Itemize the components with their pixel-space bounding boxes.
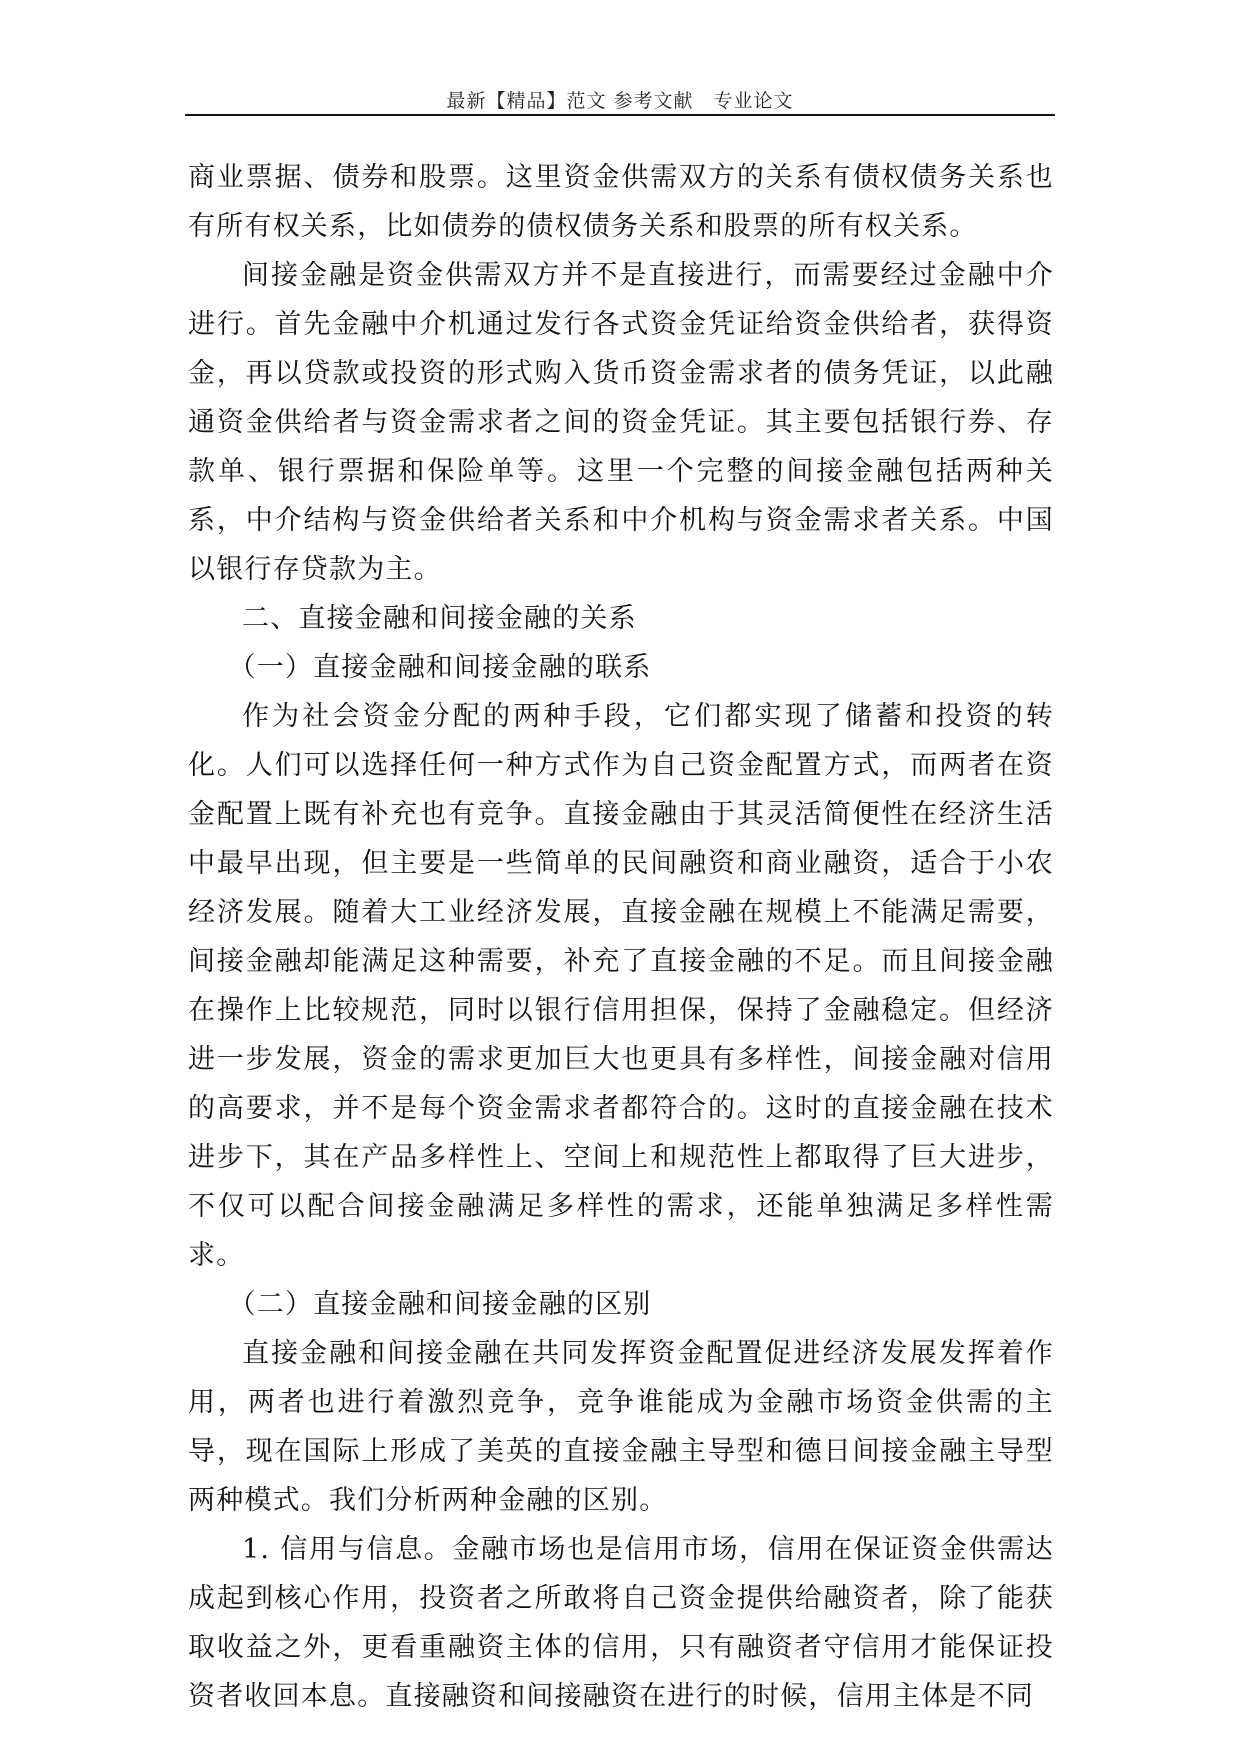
paragraph-credit-and-information: 1. 信用与信息。金融市场也是信用市场，信用在保证资金供需达成起到核心作用，投资者之所敢将自己资金提供给融资者，除了能获取收益之外，更看重融资主体的信用，只有融资者守信用才能保证投资者收回本息。直接融资和间接融资在进行的时候，信用主体是不同 xyxy=(188,1534,1054,1712)
document-body xyxy=(188,153,1054,1721)
paragraph-bond-stock-relations: 商业票据、债券和股票。这里资金供需双方的关系有债权债务关系也有所有权关系，比如债券的债权债务关系和股票的所有权关系。 xyxy=(188,162,1054,242)
paragraph-connection: 作为社会资金分配的两种手段，它们都实现了储蓄和投资的转化。人们可以选择任何一种方式作为自己资金配置方式，而两者在资金配置上既有补充也有竞争。直接金融由于其灵活简便性在经济生活中最早出现，但主要是一些简单的民间融资和商业融资，适合于小农经济发展。随着大工业经济发展，直接金融在规模上不能满足需要，间接金融却能满足这种需要，补充了直接金融的不足。而且间接金融在操作上比较规范，同时以银行信用担保，保持了金融稳定。但经济进一步发展，资金的需求更加巨大也更具有多样性，间接金融对信用的高要求，并不是每个资金需求者都符合的。这时的直接金融在技术进步下，其在产品多样性上、空间上和规范性上都取得了巨大进步，不仅可以配合间接金融满足多样性的需求，还能单独满足多样性需求。 xyxy=(188,701,1054,1271)
header-divider xyxy=(185,114,1055,116)
subsection-heading-connection: （一）直接金融和间接金融的联系 xyxy=(228,652,652,683)
paragraph-indirect-finance-definition: 间接金融是资金供需双方并不是直接进行，而需要经过金融中介进行。首先金融中介机通过发行各式资金凭证给资金供给者，获得资金，再以贷款或投资的形式购入货币资金需求者的债务凭证，以此融通资金供给者与资金需求者之间的资金凭证。其主要包括银行券、存款单、银行票据和保险单等。这里一个完整的间接金融包括两种关系，中介结构与资金供给者关系和中介机构与资金需求者关系。中国以银行存贷款为主。 xyxy=(188,260,1054,585)
subsection-heading-difference: （二）直接金融和间接金融的区别 xyxy=(228,1289,652,1320)
paragraph-difference-intro: 直接金融和间接金融在共同发挥资金配置促进经济发展发挥着作用，两者也进行着激烈竞争，竞争谁能成为金融市场资金供需的主导，现在国际上形成了美英的直接金融主导型和德日间接金融主导型两种模式。我们分析两种金融的区别。 xyxy=(188,1338,1054,1516)
section-heading-relationship: 二、直接金融和间接金融的关系 xyxy=(242,603,637,634)
page-header: 最新【精品】范文 参考文献 专业论文 xyxy=(446,90,794,112)
